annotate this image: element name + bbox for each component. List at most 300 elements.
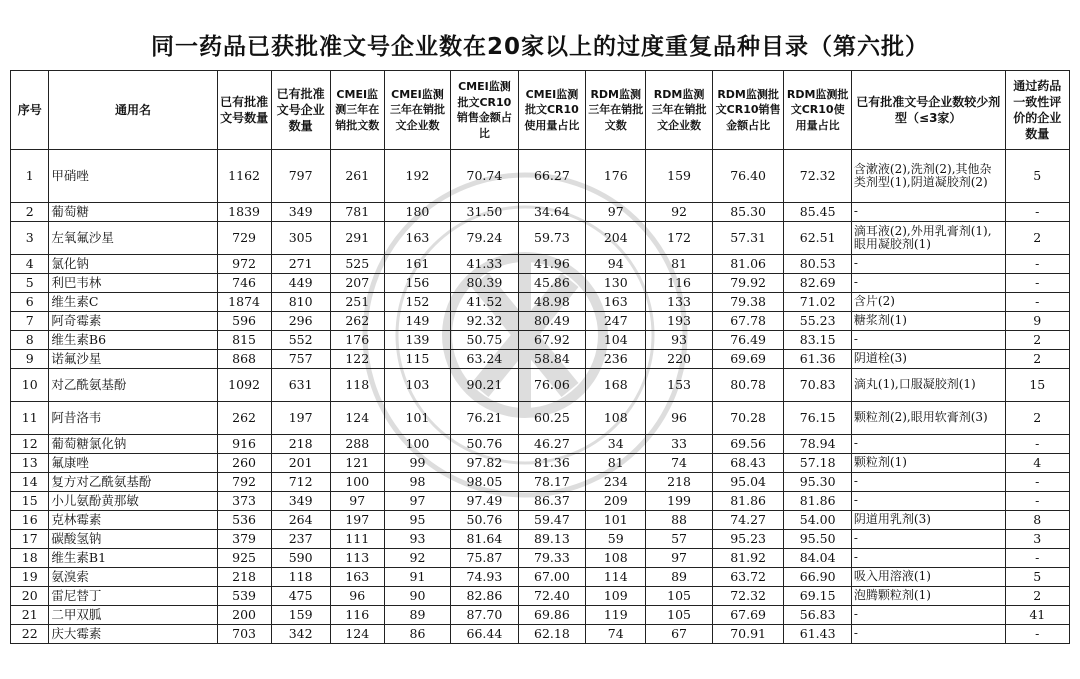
rdm-approvals: 247	[586, 312, 646, 331]
drug-name: 氨溴索	[49, 568, 217, 587]
rdm-sales: 79.92	[712, 274, 784, 293]
rdm-usage: 95.50	[784, 530, 851, 549]
header-rdm-companies: RDM监测三年在销批文企业数	[646, 71, 712, 150]
cmei-sales: 97.49	[451, 492, 518, 511]
drug-name: 氯化钠	[49, 255, 217, 274]
rdm-sales: 81.06	[712, 255, 784, 274]
cmei-sales: 41.33	[451, 255, 518, 274]
header-rdm-sales: RDM监测批文CR10销售金额占比	[712, 71, 784, 150]
drug-name: 碳酸氢钠	[49, 530, 217, 549]
row-no: 15	[11, 492, 49, 511]
consistency-count: -	[1005, 435, 1069, 454]
rdm-companies: 172	[646, 222, 712, 255]
drug-name: 庆大霉素	[49, 625, 217, 644]
cmei-usage: 69.86	[518, 606, 585, 625]
table-row	[11, 530, 1070, 549]
row-no: 16	[11, 511, 49, 530]
rdm-approvals: 104	[586, 331, 646, 350]
rdm-sales: 70.28	[712, 402, 784, 435]
approvals: 379	[217, 530, 271, 549]
cmei-usage: 67.92	[518, 331, 585, 350]
table-row	[11, 402, 1070, 435]
cmei-sales: 81.64	[451, 530, 518, 549]
table-row	[11, 549, 1070, 568]
approvals: 1839	[217, 203, 271, 222]
approvals: 1092	[217, 369, 271, 402]
drug-name: 诺氟沙星	[49, 350, 217, 369]
consistency-count: 5	[1005, 568, 1069, 587]
companies: 797	[271, 150, 330, 203]
approvals: 972	[217, 255, 271, 274]
row-no: 22	[11, 625, 49, 644]
rdm-companies: 57	[646, 530, 712, 549]
cmei-approvals: 100	[330, 473, 384, 492]
cmei-approvals: 116	[330, 606, 384, 625]
approvals: 868	[217, 350, 271, 369]
drug-name: 维生素C	[49, 293, 217, 312]
rdm-companies: 218	[646, 473, 712, 492]
cmei-companies: 115	[384, 350, 450, 369]
cmei-sales: 74.93	[451, 568, 518, 587]
rdm-sales: 76.49	[712, 331, 784, 350]
header-no: 序号	[11, 71, 49, 150]
rdm-companies: 96	[646, 402, 712, 435]
cmei-companies: 90	[384, 587, 450, 606]
cmei-usage: 78.17	[518, 473, 585, 492]
row-no: 17	[11, 530, 49, 549]
cmei-sales: 87.70	[451, 606, 518, 625]
table-header-row	[11, 71, 1070, 150]
dosage-forms: -	[851, 274, 1005, 293]
cmei-usage: 58.84	[518, 350, 585, 369]
dosage-forms: 糖浆剂(1)	[851, 312, 1005, 331]
row-no: 20	[11, 587, 49, 606]
rdm-approvals: 109	[586, 587, 646, 606]
cmei-sales: 50.76	[451, 435, 518, 454]
drug-name: 维生素B1	[49, 549, 217, 568]
page-title: 同一药品已获批准文号企业数在20家以上的过度重复品种目录（第六批）	[150, 34, 929, 60]
rdm-companies: 67	[646, 625, 712, 644]
cmei-companies: 97	[384, 492, 450, 511]
rdm-sales: 68.43	[712, 454, 784, 473]
cmei-companies: 161	[384, 255, 450, 274]
cmei-sales: 70.74	[451, 150, 518, 203]
consistency-count: 41	[1005, 606, 1069, 625]
header-forms: 已有批准文号企业数较少剂型（≤3家）	[851, 71, 1005, 150]
cmei-approvals: 288	[330, 435, 384, 454]
dosage-forms: -	[851, 625, 1005, 644]
row-no: 2	[11, 203, 49, 222]
dosage-forms: 吸入用溶液(1)	[851, 568, 1005, 587]
cmei-approvals: 124	[330, 625, 384, 644]
cmei-sales: 41.52	[451, 293, 518, 312]
rdm-usage: 70.83	[784, 369, 851, 402]
companies: 757	[271, 350, 330, 369]
rdm-approvals: 108	[586, 402, 646, 435]
drug-name: 克林霉素	[49, 511, 217, 530]
rdm-sales: 72.32	[712, 587, 784, 606]
dosage-forms: -	[851, 255, 1005, 274]
drug-name: 甲硝唑	[49, 150, 217, 203]
cmei-companies: 92	[384, 549, 450, 568]
row-no: 6	[11, 293, 49, 312]
row-no: 11	[11, 402, 49, 435]
approvals: 815	[217, 331, 271, 350]
cmei-usage: 66.27	[518, 150, 585, 203]
dosage-forms: -	[851, 492, 1005, 511]
cmei-approvals: 124	[330, 402, 384, 435]
companies: 118	[271, 568, 330, 587]
row-no: 1	[11, 150, 49, 203]
cmei-companies: 180	[384, 203, 450, 222]
rdm-companies: 97	[646, 549, 712, 568]
approvals: 1874	[217, 293, 271, 312]
cmei-sales: 79.24	[451, 222, 518, 255]
rdm-approvals: 119	[586, 606, 646, 625]
companies: 631	[271, 369, 330, 402]
cmei-companies: 156	[384, 274, 450, 293]
consistency-count: 2	[1005, 331, 1069, 350]
dosage-forms: 含漱液(2),洗剂(2),其他杂类剂型(1),阴道凝胶剂(2)	[851, 150, 1005, 203]
rdm-sales: 95.04	[712, 473, 784, 492]
cmei-usage: 79.33	[518, 549, 585, 568]
rdm-approvals: 176	[586, 150, 646, 203]
rdm-approvals: 97	[586, 203, 646, 222]
rdm-usage: 61.43	[784, 625, 851, 644]
consistency-count: 5	[1005, 150, 1069, 203]
rdm-approvals: 108	[586, 549, 646, 568]
drug-name: 葡萄糖	[49, 203, 217, 222]
rdm-approvals: 94	[586, 255, 646, 274]
rdm-approvals: 130	[586, 274, 646, 293]
approvals: 916	[217, 435, 271, 454]
cmei-approvals: 111	[330, 530, 384, 549]
rdm-sales: 69.69	[712, 350, 784, 369]
dosage-forms: 颗粒剂(2),眼用软膏剂(3)	[851, 402, 1005, 435]
table-row	[11, 625, 1070, 644]
cmei-sales: 98.05	[451, 473, 518, 492]
table-row	[11, 587, 1070, 606]
header-cmei-companies: CMEI监测三年在销批文企业数	[384, 71, 450, 150]
cmei-sales: 80.39	[451, 274, 518, 293]
rdm-sales: 63.72	[712, 568, 784, 587]
rdm-usage: 95.30	[784, 473, 851, 492]
dosage-forms: 滴丸(1),口服凝胶剂(1)	[851, 369, 1005, 402]
drug-name: 复方对乙酰氨基酚	[49, 473, 217, 492]
companies: 712	[271, 473, 330, 492]
cmei-usage: 86.37	[518, 492, 585, 511]
cmei-sales: 50.75	[451, 331, 518, 350]
dosage-forms: -	[851, 435, 1005, 454]
cmei-approvals: 113	[330, 549, 384, 568]
cmei-approvals: 96	[330, 587, 384, 606]
row-no: 21	[11, 606, 49, 625]
rdm-approvals: 168	[586, 369, 646, 402]
cmei-companies: 93	[384, 530, 450, 549]
drug-name: 阿奇霉素	[49, 312, 217, 331]
rdm-approvals: 74	[586, 625, 646, 644]
rdm-usage: 54.00	[784, 511, 851, 530]
companies: 237	[271, 530, 330, 549]
table-row	[11, 511, 1070, 530]
consistency-count: 3	[1005, 530, 1069, 549]
companies: 552	[271, 331, 330, 350]
table-row	[11, 150, 1070, 203]
table-row	[11, 454, 1070, 473]
cmei-companies: 95	[384, 511, 450, 530]
rdm-sales: 81.92	[712, 549, 784, 568]
rdm-companies: 199	[646, 492, 712, 511]
header-companies: 已有批准文号企业数量	[271, 71, 330, 150]
cmei-usage: 48.98	[518, 293, 585, 312]
consistency-count: 15	[1005, 369, 1069, 402]
rdm-usage: 61.36	[784, 350, 851, 369]
rdm-companies: 89	[646, 568, 712, 587]
consistency-count: -	[1005, 625, 1069, 644]
rdm-sales: 85.30	[712, 203, 784, 222]
rdm-approvals: 101	[586, 511, 646, 530]
drug-name: 小儿氨酚黄那敏	[49, 492, 217, 511]
cmei-companies: 152	[384, 293, 450, 312]
rdm-approvals: 234	[586, 473, 646, 492]
cmei-approvals: 197	[330, 511, 384, 530]
cmei-sales: 75.87	[451, 549, 518, 568]
cmei-approvals: 176	[330, 331, 384, 350]
cmei-approvals: 163	[330, 568, 384, 587]
cmei-companies: 98	[384, 473, 450, 492]
table-row	[11, 350, 1070, 369]
companies: 449	[271, 274, 330, 293]
cmei-usage: 72.40	[518, 587, 585, 606]
approvals: 925	[217, 549, 271, 568]
cmei-approvals: 261	[330, 150, 384, 203]
cmei-approvals: 118	[330, 369, 384, 402]
drug-name: 左氧氟沙星	[49, 222, 217, 255]
consistency-count: -	[1005, 274, 1069, 293]
rdm-sales: 67.69	[712, 606, 784, 625]
rdm-usage: 81.86	[784, 492, 851, 511]
rdm-companies: 105	[646, 606, 712, 625]
table-row	[11, 312, 1070, 331]
row-no: 7	[11, 312, 49, 331]
consistency-count: -	[1005, 549, 1069, 568]
drug-name: 二甲双胍	[49, 606, 217, 625]
cmei-approvals: 251	[330, 293, 384, 312]
rdm-sales: 69.56	[712, 435, 784, 454]
approvals: 200	[217, 606, 271, 625]
dosage-forms: 泡腾颗粒剂(1)	[851, 587, 1005, 606]
cmei-sales: 92.32	[451, 312, 518, 331]
cmei-usage: 60.25	[518, 402, 585, 435]
companies: 810	[271, 293, 330, 312]
row-no: 12	[11, 435, 49, 454]
companies: 305	[271, 222, 330, 255]
drug-name: 利巴韦林	[49, 274, 217, 293]
header-rdm-usage: RDM监测批文CR10使用量占比	[784, 71, 851, 150]
approvals: 1162	[217, 150, 271, 203]
consistency-count: -	[1005, 473, 1069, 492]
dosage-forms: -	[851, 530, 1005, 549]
cmei-companies: 103	[384, 369, 450, 402]
rdm-approvals: 59	[586, 530, 646, 549]
companies: 349	[271, 203, 330, 222]
header-approvals: 已有批准文号数量	[217, 71, 271, 150]
header-cmei-sales: CMEI监测批文CR10销售金额占比	[451, 71, 518, 150]
consistency-count: 2	[1005, 402, 1069, 435]
rdm-sales: 95.23	[712, 530, 784, 549]
rdm-usage: 78.94	[784, 435, 851, 454]
rdm-usage: 76.15	[784, 402, 851, 435]
rdm-usage: 55.23	[784, 312, 851, 331]
companies: 159	[271, 606, 330, 625]
cmei-companies: 192	[384, 150, 450, 203]
approvals: 373	[217, 492, 271, 511]
cmei-usage: 89.13	[518, 530, 585, 549]
row-no: 10	[11, 369, 49, 402]
rdm-usage: 69.15	[784, 587, 851, 606]
table-row	[11, 435, 1070, 454]
consistency-count: -	[1005, 255, 1069, 274]
row-no: 18	[11, 549, 49, 568]
cmei-sales: 76.21	[451, 402, 518, 435]
rdm-companies: 193	[646, 312, 712, 331]
cmei-approvals: 97	[330, 492, 384, 511]
cmei-usage: 59.47	[518, 511, 585, 530]
approvals: 703	[217, 625, 271, 644]
consistency-count: -	[1005, 492, 1069, 511]
rdm-approvals: 209	[586, 492, 646, 511]
rdm-usage: 71.02	[784, 293, 851, 312]
cmei-usage: 67.00	[518, 568, 585, 587]
cmei-usage: 76.06	[518, 369, 585, 402]
rdm-sales: 70.91	[712, 625, 784, 644]
approvals: 746	[217, 274, 271, 293]
rdm-approvals: 114	[586, 568, 646, 587]
consistency-count: -	[1005, 203, 1069, 222]
cmei-usage: 80.49	[518, 312, 585, 331]
approvals: 262	[217, 402, 271, 435]
rdm-sales: 57.31	[712, 222, 784, 255]
companies: 590	[271, 549, 330, 568]
dosage-forms: -	[851, 606, 1005, 625]
header-name: 通用名	[49, 71, 217, 150]
rdm-usage: 84.04	[784, 549, 851, 568]
cmei-usage: 81.36	[518, 454, 585, 473]
rdm-usage: 62.51	[784, 222, 851, 255]
rdm-usage: 82.69	[784, 274, 851, 293]
table-row	[11, 222, 1070, 255]
row-no: 19	[11, 568, 49, 587]
header-cmei-usage: CMEI监测批文CR10使用量占比	[518, 71, 585, 150]
cmei-usage: 45.86	[518, 274, 585, 293]
cmei-sales: 97.82	[451, 454, 518, 473]
row-no: 14	[11, 473, 49, 492]
rdm-approvals: 236	[586, 350, 646, 369]
rdm-companies: 92	[646, 203, 712, 222]
rdm-sales: 74.27	[712, 511, 784, 530]
dosage-forms: 滴耳液(2),外用乳膏剂(1),眼用凝胶剂(1)	[851, 222, 1005, 255]
table-row	[11, 369, 1070, 402]
cmei-companies: 86	[384, 625, 450, 644]
cmei-sales: 82.86	[451, 587, 518, 606]
row-no: 13	[11, 454, 49, 473]
rdm-companies: 133	[646, 293, 712, 312]
cmei-companies: 101	[384, 402, 450, 435]
cmei-sales: 63.24	[451, 350, 518, 369]
rdm-usage: 80.53	[784, 255, 851, 274]
dosage-forms: -	[851, 473, 1005, 492]
approvals: 792	[217, 473, 271, 492]
rdm-approvals: 81	[586, 454, 646, 473]
table-row	[11, 568, 1070, 587]
consistency-count: 2	[1005, 587, 1069, 606]
table-row	[11, 492, 1070, 511]
consistency-count: 4	[1005, 454, 1069, 473]
rdm-companies: 93	[646, 331, 712, 350]
header-cmei-approvals: CMEI监测三年在销批文数	[330, 71, 384, 150]
cmei-usage: 41.96	[518, 255, 585, 274]
rdm-companies: 116	[646, 274, 712, 293]
rdm-companies: 33	[646, 435, 712, 454]
approvals: 218	[217, 568, 271, 587]
cmei-usage: 34.64	[518, 203, 585, 222]
companies: 197	[271, 402, 330, 435]
rdm-usage: 66.90	[784, 568, 851, 587]
approvals: 260	[217, 454, 271, 473]
table-row	[11, 331, 1070, 350]
drug-name: 阿昔洛韦	[49, 402, 217, 435]
drug-name: 氟康唑	[49, 454, 217, 473]
row-no: 8	[11, 331, 49, 350]
drug-name: 对乙酰氨基酚	[49, 369, 217, 402]
approvals: 536	[217, 511, 271, 530]
companies: 342	[271, 625, 330, 644]
rdm-companies: 220	[646, 350, 712, 369]
rdm-companies: 159	[646, 150, 712, 203]
companies: 349	[271, 492, 330, 511]
rdm-sales: 79.38	[712, 293, 784, 312]
table-row	[11, 274, 1070, 293]
drug-table	[10, 70, 1070, 644]
approvals: 539	[217, 587, 271, 606]
companies: 271	[271, 255, 330, 274]
row-no: 5	[11, 274, 49, 293]
consistency-count: 2	[1005, 350, 1069, 369]
consistency-count: -	[1005, 293, 1069, 312]
dosage-forms: 阴道栓(3)	[851, 350, 1005, 369]
cmei-usage: 59.73	[518, 222, 585, 255]
rdm-companies: 105	[646, 587, 712, 606]
rdm-sales: 80.78	[712, 369, 784, 402]
cmei-approvals: 262	[330, 312, 384, 331]
rdm-companies: 153	[646, 369, 712, 402]
dosage-forms: 颗粒剂(1)	[851, 454, 1005, 473]
row-no: 3	[11, 222, 49, 255]
cmei-usage: 62.18	[518, 625, 585, 644]
rdm-companies: 88	[646, 511, 712, 530]
header-consistency: 通过药品一致性评价的企业数量	[1005, 71, 1069, 150]
cmei-companies: 91	[384, 568, 450, 587]
companies: 475	[271, 587, 330, 606]
approvals: 729	[217, 222, 271, 255]
dosage-forms: 含片(2)	[851, 293, 1005, 312]
companies: 218	[271, 435, 330, 454]
consistency-count: 8	[1005, 511, 1069, 530]
rdm-sales: 76.40	[712, 150, 784, 203]
rdm-approvals: 163	[586, 293, 646, 312]
rdm-companies: 81	[646, 255, 712, 274]
row-no: 9	[11, 350, 49, 369]
